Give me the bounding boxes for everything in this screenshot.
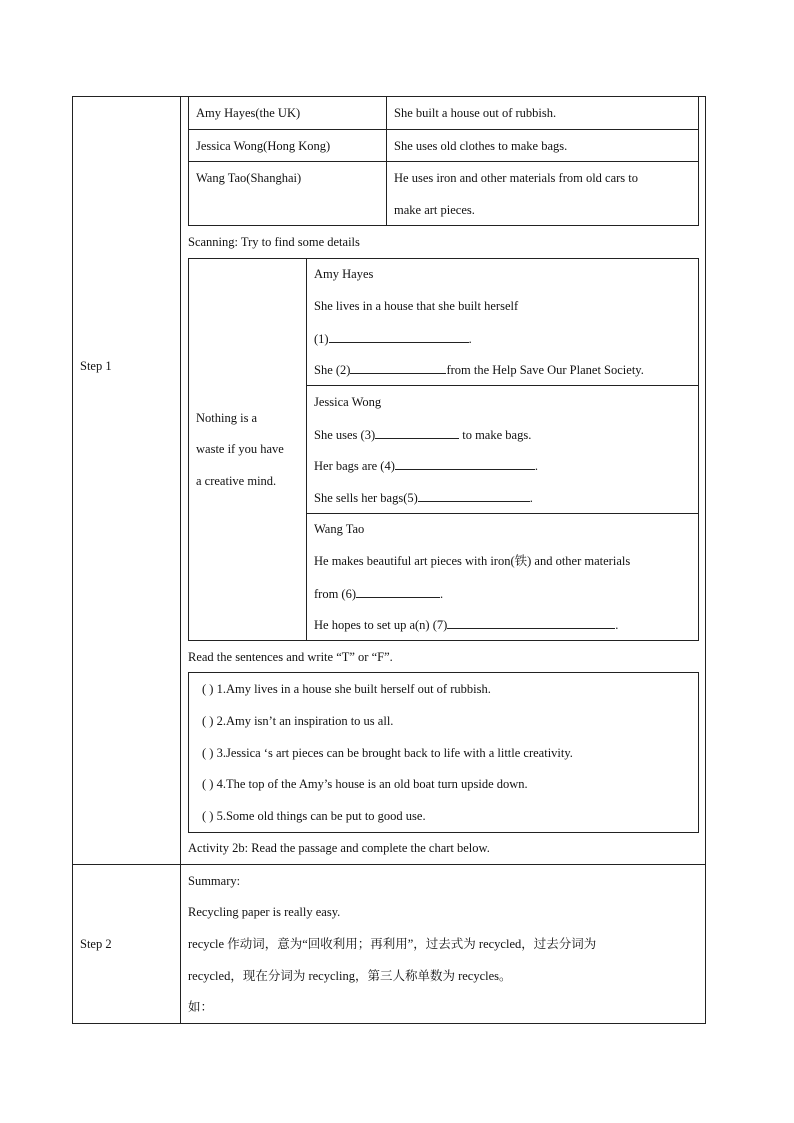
outer-bottom-border [72,1023,706,1024]
scanning-left-text: Nothing is a [196,411,258,425]
step2-label: Step 2 [80,937,112,951]
amy-line2: (1) . [314,332,472,346]
tf-item: ( ) 5.Some old things can be put to good use. [202,809,426,823]
table-cell-desc: make art pieces. [394,203,475,217]
outer-divider [180,96,181,1024]
table-cell-desc: He uses iron and other materials from old cars to [394,171,639,185]
example-label: 如： [188,1000,214,1014]
tf-item: ( ) 4.The top of the Amy’s house is an old boat turn upside down. [202,777,528,791]
table-cell-name: Wang Tao(Shanghai) [196,171,302,185]
jessica-name: Jessica Wong [314,395,382,409]
wang-line2: from (6) . [314,587,444,601]
table-cell-name: Amy Hayes(the UK) [196,106,301,120]
jessica-line2: Her bags are (4) . [314,459,538,473]
scanning-left-text: a creative mind. [196,474,277,488]
amy-line3: She (2) from the Help Save Our Planet Society. [314,363,644,377]
amy-line1: She lives in a house that she built herself [314,299,519,313]
summary-label: Summary: [188,874,241,888]
table-cell-desc: She built a house out of rubbish. [394,106,557,120]
answer-blank-3[interactable] [375,426,459,439]
step1-label: Step 1 [80,359,112,373]
jessica-line1: She uses (3) to make bags. [314,428,532,442]
wang-name: Wang Tao [314,522,365,536]
wang-line3: He hopes to set up a(n) (7) . [314,618,619,632]
answer-blank-6[interactable] [356,585,440,598]
answer-blank-1[interactable] [329,330,469,343]
outer-top-border [72,96,706,97]
grammar-note-line1: recycle 作动词，意为“回收利用；再利用”，过去式为 recycled，过去分词为 [188,937,597,951]
answer-blank-7[interactable] [447,616,615,629]
tf-item: ( ) 3.Jessica ‘s art pieces can be brought back to life with a little creativity. [202,746,573,760]
amy-name: Amy Hayes [314,267,374,281]
tf-item: ( ) 2.Amy isn’t an inspiration to us all. [202,714,394,728]
tf-heading: Read the sentences and write “T” or “F”. [188,650,393,664]
activity-line: Activity 2b: Read the passage and complete the chart below. [188,841,490,855]
outer-mid-border [72,864,706,865]
table-cell-name: Jessica Wong(Hong Kong) [196,139,331,153]
tf-item: ( ) 1.Amy lives in a house she built herself out of rubbish. [202,682,491,696]
grammar-note-line2: recycled，现在分词为 recycling，第三人称单数为 recycles。 [188,969,512,983]
wang-line1: He makes beautiful art pieces with iron(铁) and other materials [314,554,631,568]
scanning-heading: Scanning: Try to find some details [188,235,360,249]
scanning-left-text: waste if you have [196,442,284,456]
answer-blank-2[interactable] [350,361,446,374]
outer-right-border [705,96,706,1024]
table-cell-desc: She uses old clothes to make bags. [394,139,568,153]
outer-left-border [72,96,73,1024]
summary-sentence: Recycling paper is really easy. [188,905,341,919]
answer-blank-5[interactable] [418,489,530,502]
jessica-line3: She sells her bags(5) . [314,491,533,505]
answer-blank-4[interactable] [395,457,535,470]
